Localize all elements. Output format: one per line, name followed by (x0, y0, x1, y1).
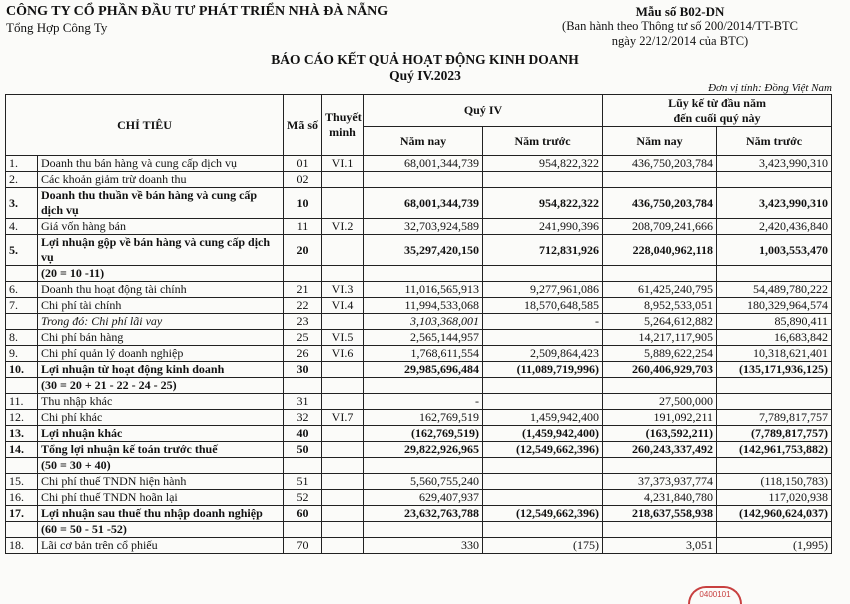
row-note (322, 506, 364, 522)
value-ytd-last-year: 117,020,938 (717, 490, 832, 506)
row-label: Doanh thu bán hàng và cung cấp dịch vụ (38, 156, 284, 172)
row-note (322, 314, 364, 330)
value-ytd-last-year: (7,789,817,757) (717, 426, 832, 442)
value-quarter-last-year: 2,509,864,423 (483, 346, 603, 362)
value-quarter-this-year: 68,001,344,739 (364, 156, 483, 172)
row-code: 11 (284, 219, 322, 235)
value-quarter-last-year (483, 474, 603, 490)
report-title-block (0, 52, 850, 84)
value-quarter-this-year: 330 (364, 538, 483, 554)
value-ytd-last-year (717, 378, 832, 394)
table-row (6, 378, 832, 394)
row-code: 52 (284, 490, 322, 506)
value-quarter-last-year: (11,089,719,996) (483, 362, 603, 378)
header-item: CHỈ TIÊU (6, 95, 284, 156)
value-ytd-last-year: (142,960,624,037) (717, 506, 832, 522)
row-code: 60 (284, 506, 322, 522)
value-ytd-last-year: 3,423,990,310 (717, 188, 832, 219)
row-number: 9. (6, 346, 38, 362)
value-quarter-last-year: 18,570,648,585 (483, 298, 603, 314)
row-code (284, 458, 322, 474)
table-row (6, 410, 832, 426)
value-ytd-this-year: 260,406,929,703 (603, 362, 717, 378)
row-number (6, 458, 38, 474)
value-ytd-last-year: 85,890,411 (717, 314, 832, 330)
table-row (6, 172, 832, 188)
value-quarter-last-year: (175) (483, 538, 603, 554)
circular-line-2: ngày 22/12/2014 của BTC) (611, 34, 749, 48)
value-quarter-last-year: 712,831,926 (483, 235, 603, 266)
row-note: VI.4 (322, 298, 364, 314)
value-quarter-this-year (364, 378, 483, 394)
row-number: 17. (6, 506, 38, 522)
row-note: VI.2 (322, 219, 364, 235)
value-quarter-this-year (364, 172, 483, 188)
value-quarter-this-year: 11,994,533,068 (364, 298, 483, 314)
row-note (322, 394, 364, 410)
table-row (6, 156, 832, 172)
row-note: VI.5 (322, 330, 364, 346)
seal-text: 0400101 (699, 590, 731, 599)
row-code: 22 (284, 298, 322, 314)
value-quarter-this-year (364, 266, 483, 282)
value-ytd-this-year: 27,500,000 (603, 394, 717, 410)
row-number (6, 266, 38, 282)
value-quarter-this-year: - (364, 394, 483, 410)
row-label: Chi phí thuế TNDN hoãn lại (38, 490, 284, 506)
value-quarter-last-year: 1,459,942,400 (483, 410, 603, 426)
value-quarter-last-year (483, 522, 603, 538)
row-number (6, 378, 38, 394)
circular-line-1: (Ban hành theo Thông tư số 200/2014/TT-BTC (562, 19, 798, 33)
row-label: Trong đó: Chi phí lãi vay (38, 314, 284, 330)
row-label: (30 = 20 + 21 - 22 - 24 - 25) (38, 378, 284, 394)
row-number: 7. (6, 298, 38, 314)
row-label: Tổng lợi nhuận kế toán trước thuế (38, 442, 284, 458)
header-ytd-this-year: Năm nay (603, 127, 717, 156)
value-quarter-this-year: 1,768,611,554 (364, 346, 483, 362)
table-row (6, 219, 832, 235)
row-label: (20 = 10 -11) (38, 266, 284, 282)
value-ytd-this-year: 14,217,117,905 (603, 330, 717, 346)
value-ytd-this-year: 37,373,937,774 (603, 474, 717, 490)
row-label: Chi phí khác (38, 410, 284, 426)
row-label: Chi phí thuế TNDN hiện hành (38, 474, 284, 490)
row-number: 2. (6, 172, 38, 188)
value-ytd-last-year (717, 394, 832, 410)
row-note (322, 490, 364, 506)
value-ytd-last-year: (135,171,936,125) (717, 362, 832, 378)
value-ytd-this-year: 228,040,962,118 (603, 235, 717, 266)
value-ytd-this-year: 3,051 (603, 538, 717, 554)
value-ytd-last-year (717, 458, 832, 474)
table-row (6, 394, 832, 410)
row-label: Giá vốn hàng bán (38, 219, 284, 235)
value-quarter-this-year: 23,632,763,788 (364, 506, 483, 522)
value-ytd-this-year (603, 378, 717, 394)
row-label: (50 = 30 + 40) (38, 458, 284, 474)
row-note: VI.1 (322, 156, 364, 172)
row-number (6, 314, 38, 330)
company-seal (688, 586, 742, 604)
value-quarter-this-year: (162,769,519) (364, 426, 483, 442)
row-label: Lợi nhuận gộp về bán hàng và cung cấp dịch vụ (38, 235, 284, 266)
value-ytd-last-year (717, 172, 832, 188)
row-number: 16. (6, 490, 38, 506)
row-label: Lợi nhuận sau thuế thu nhập doanh nghiệp (38, 506, 284, 522)
value-ytd-last-year: 16,683,842 (717, 330, 832, 346)
row-label: (60 = 50 - 51 -52) (38, 522, 284, 538)
row-number: 1. (6, 156, 38, 172)
value-ytd-this-year: 260,243,337,492 (603, 442, 717, 458)
row-code: 20 (284, 235, 322, 266)
row-label: Các khoản giảm trừ doanh thu (38, 172, 284, 188)
value-ytd-last-year: 54,489,780,222 (717, 282, 832, 298)
value-quarter-this-year: 629,407,937 (364, 490, 483, 506)
row-note: VI.3 (322, 282, 364, 298)
company-name: CÔNG TY CỔ PHẦN ĐẦU TƯ PHÁT TRIỂN NHÀ ĐÀ NẴNG (6, 4, 389, 19)
row-code (284, 378, 322, 394)
value-ytd-this-year (603, 522, 717, 538)
row-note (322, 426, 364, 442)
value-ytd-last-year: 2,420,436,840 (717, 219, 832, 235)
row-number (6, 522, 38, 538)
row-code: 10 (284, 188, 322, 219)
row-number: 4. (6, 219, 38, 235)
value-ytd-last-year: 180,329,964,574 (717, 298, 832, 314)
value-quarter-this-year: 29,822,926,965 (364, 442, 483, 458)
row-number: 15. (6, 474, 38, 490)
row-code: 40 (284, 426, 322, 442)
header-q-this-year: Năm nay (364, 127, 483, 156)
value-quarter-last-year (483, 458, 603, 474)
header-ytd-line2: đến cuối quý này (673, 110, 761, 125)
row-number: 3. (6, 188, 38, 219)
value-ytd-this-year: 436,750,203,784 (603, 188, 717, 219)
row-number: 13. (6, 426, 38, 442)
value-quarter-last-year (483, 330, 603, 346)
value-ytd-this-year (603, 266, 717, 282)
form-header (560, 4, 800, 49)
row-label: Lãi cơ bản trên cổ phiếu (38, 538, 284, 554)
row-note (322, 538, 364, 554)
header-ytd (603, 95, 832, 127)
row-code: 01 (284, 156, 322, 172)
value-quarter-this-year: 5,560,755,240 (364, 474, 483, 490)
table-row (6, 474, 832, 490)
value-ytd-last-year: (1,995) (717, 538, 832, 554)
value-ytd-this-year: 4,231,840,780 (603, 490, 717, 506)
row-label: Doanh thu thuần về bán hàng và cung cấp dịch vụ (38, 188, 284, 219)
value-quarter-last-year (483, 172, 603, 188)
row-note (322, 188, 364, 219)
report-title: BÁO CÁO KẾT QUẢ HOẠT ĐỘNG KINH DOANH (271, 52, 579, 67)
row-label: Lợi nhuận khác (38, 426, 284, 442)
row-label: Lợi nhuận từ hoạt động kinh doanh (38, 362, 284, 378)
table-row (6, 314, 832, 330)
value-quarter-last-year: 954,822,322 (483, 188, 603, 219)
value-ytd-this-year (603, 172, 717, 188)
value-quarter-last-year (483, 394, 603, 410)
table-row (6, 188, 832, 219)
table-row (6, 282, 832, 298)
row-code: 30 (284, 362, 322, 378)
value-ytd-last-year: (118,150,783) (717, 474, 832, 490)
value-quarter-this-year: 32,703,924,589 (364, 219, 483, 235)
row-code: 21 (284, 282, 322, 298)
value-quarter-last-year: (12,549,662,396) (483, 506, 603, 522)
table-row (6, 538, 832, 554)
value-quarter-last-year (483, 266, 603, 282)
value-quarter-this-year: 162,769,519 (364, 410, 483, 426)
value-ytd-last-year: 7,789,817,757 (717, 410, 832, 426)
row-note: VI.7 (322, 410, 364, 426)
row-note (322, 474, 364, 490)
value-ytd-this-year: 208,709,241,666 (603, 219, 717, 235)
value-ytd-this-year: 5,889,622,254 (603, 346, 717, 362)
row-code: 25 (284, 330, 322, 346)
form-number: Mẫu số B02-DN (635, 4, 725, 19)
row-number: 8. (6, 330, 38, 346)
table-row (6, 346, 832, 362)
value-ytd-this-year: 436,750,203,784 (603, 156, 717, 172)
row-label: Chi phí quản lý doanh nghiệp (38, 346, 284, 362)
value-quarter-this-year: 29,985,696,484 (364, 362, 483, 378)
value-quarter-this-year (364, 458, 483, 474)
currency-unit: Đơn vị tính: Đồng Việt Nam (708, 82, 832, 94)
value-quarter-last-year: 9,277,961,086 (483, 282, 603, 298)
value-quarter-this-year: 11,016,565,913 (364, 282, 483, 298)
value-ytd-last-year (717, 522, 832, 538)
row-label: Chi phí bán hàng (38, 330, 284, 346)
row-note (322, 522, 364, 538)
row-code (284, 266, 322, 282)
value-quarter-last-year (483, 490, 603, 506)
header-quarter: Quý IV (364, 95, 603, 127)
value-ytd-last-year (717, 266, 832, 282)
table-row (6, 330, 832, 346)
row-note (322, 458, 364, 474)
row-note (322, 378, 364, 394)
value-quarter-this-year: 35,297,420,150 (364, 235, 483, 266)
row-number: 18. (6, 538, 38, 554)
value-quarter-this-year: 3,103,368,001 (364, 314, 483, 330)
table-row (6, 235, 832, 266)
value-ytd-this-year: 218,637,558,938 (603, 506, 717, 522)
row-number: 10. (6, 362, 38, 378)
value-quarter-this-year (364, 522, 483, 538)
value-quarter-last-year: - (483, 314, 603, 330)
value-ytd-last-year: 1,003,553,470 (717, 235, 832, 266)
value-ytd-this-year: 61,425,240,795 (603, 282, 717, 298)
row-note (322, 362, 364, 378)
row-number: 6. (6, 282, 38, 298)
company-sub: Tổng Hợp Công Ty (6, 20, 108, 35)
table-row (6, 506, 832, 522)
row-note: VI.6 (322, 346, 364, 362)
value-ytd-this-year: 5,264,612,882 (603, 314, 717, 330)
header-note: Thuyết minh (322, 95, 364, 156)
table-row (6, 490, 832, 506)
table-row (6, 298, 832, 314)
table-row (6, 458, 832, 474)
row-number: 5. (6, 235, 38, 266)
value-quarter-this-year: 68,001,344,739 (364, 188, 483, 219)
header-ytd-line1: Lũy kế từ đầu năm (668, 95, 766, 110)
row-code (284, 522, 322, 538)
value-ytd-this-year: (163,592,211) (603, 426, 717, 442)
row-code: 32 (284, 410, 322, 426)
row-note (322, 442, 364, 458)
header-code: Mã số (284, 95, 322, 156)
value-quarter-this-year: 2,565,144,957 (364, 330, 483, 346)
row-code: 23 (284, 314, 322, 330)
value-ytd-last-year: 3,423,990,310 (717, 156, 832, 172)
value-ytd-this-year: 191,092,211 (603, 410, 717, 426)
value-quarter-last-year: 241,990,396 (483, 219, 603, 235)
value-quarter-last-year: (12,549,662,396) (483, 442, 603, 458)
table-row (6, 442, 832, 458)
value-ytd-this-year: 8,952,533,051 (603, 298, 717, 314)
row-code: 70 (284, 538, 322, 554)
row-note (322, 172, 364, 188)
table-row (6, 426, 832, 442)
row-label: Doanh thu hoạt động tài chính (38, 282, 284, 298)
row-label: Thu nhập khác (38, 394, 284, 410)
value-quarter-last-year: (1,459,942,400) (483, 426, 603, 442)
row-number: 11. (6, 394, 38, 410)
table-row (6, 266, 832, 282)
row-code: 26 (284, 346, 322, 362)
row-label: Chi phí tài chính (38, 298, 284, 314)
row-code: 51 (284, 474, 322, 490)
value-quarter-last-year: 954,822,322 (483, 156, 603, 172)
income-statement-table (5, 94, 832, 554)
value-ytd-this-year (603, 458, 717, 474)
company-header (6, 4, 388, 36)
row-code: 50 (284, 442, 322, 458)
row-code: 31 (284, 394, 322, 410)
table-row (6, 362, 832, 378)
header-ytd-last-year: Năm trước (717, 127, 832, 156)
table-row (6, 522, 832, 538)
value-ytd-last-year: 10,318,621,401 (717, 346, 832, 362)
row-note (322, 235, 364, 266)
report-period: Quý IV.2023 (389, 68, 461, 83)
header-q-last-year: Năm trước (483, 127, 603, 156)
row-code: 02 (284, 172, 322, 188)
row-note (322, 266, 364, 282)
row-number: 12. (6, 410, 38, 426)
row-number: 14. (6, 442, 38, 458)
value-quarter-last-year (483, 378, 603, 394)
value-ytd-last-year: (142,961,753,882) (717, 442, 832, 458)
